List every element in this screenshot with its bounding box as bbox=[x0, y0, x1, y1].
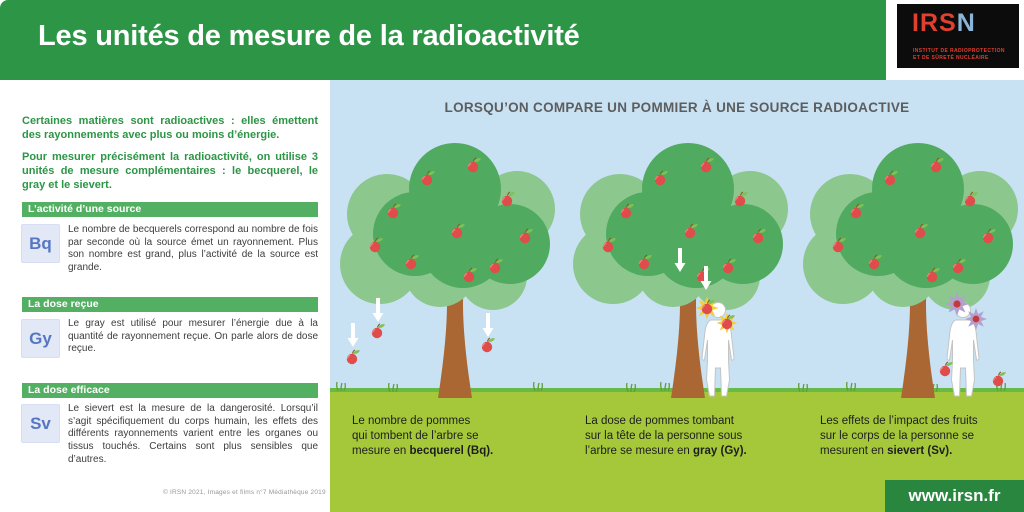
irsn-logo bbox=[897, 4, 1019, 68]
logo-irs-letters: IRS bbox=[912, 9, 957, 37]
unit-badge-sv: Sv bbox=[21, 404, 60, 443]
intro-paragraph-2: Pour mesurer précisément la radioactivité, on utilise 3 unités de mesure complémentaires : le becquerel, le gray et le sievert. bbox=[22, 151, 318, 191]
caption-line: Le nombre de pommes bbox=[352, 415, 471, 427]
section-header-activite: L’activité d’une source bbox=[22, 202, 318, 217]
intro-paragraph-1: Certaines matières sont radioactives : elles émettent des rayonnements avec plus ou moins d’énergie. bbox=[22, 115, 318, 141]
caption-line: La dose de pommes tombant bbox=[585, 415, 734, 427]
website-bar bbox=[885, 480, 1024, 512]
section-text-gy: Le gray est utilisé pour mesurer l’énergie due à la quantité de rayonnement reçue. On parle alors de dose reçue. bbox=[68, 318, 318, 355]
section-header-dose-efficace: La dose efficace bbox=[22, 383, 318, 398]
logo-subtitle-line2: ET DE SÛRETÉ NUCLÉAIRE bbox=[913, 55, 989, 61]
unit-badge-bq: Bq bbox=[21, 224, 60, 263]
caption-sievert bbox=[820, 414, 1024, 459]
sidebar bbox=[0, 80, 330, 512]
credits-text: © IRSN 2021, Images et films n°7 Médiathèque 2019 bbox=[163, 489, 326, 496]
caption-line: Les effets de l’impact des fruits bbox=[820, 415, 978, 427]
caption-line: mesurent en sievert (Sv). bbox=[820, 445, 953, 457]
section-text-bq: Le nombre de becquerels correspond au nombre de fois par seconde où la source émet un rayonnement. Plus son nombre est grand, plus l’activité de la source est grande. bbox=[68, 224, 318, 274]
caption-line: sur la tête de la personne sous bbox=[585, 430, 743, 442]
logo-subtitle-line1: INSTITUT DE RADIOPROTECTION bbox=[913, 48, 1005, 54]
section-text-sv: Le sievert est la mesure de la dangerosité. Lorsqu’il s’agit spécifiquement du corps humain, les effets des différents rayonnements varient entre les organes ou tissus touchés. Certains sont plus sensibles que d’autres. bbox=[68, 403, 318, 465]
unit-badge-gy: Gy bbox=[21, 319, 60, 358]
irsn-logo-wordmark bbox=[912, 11, 976, 36]
illustration-title: LORSQU’ON COMPARE UN POMMIER À UNE SOURCE RADIOACTIVE bbox=[444, 100, 910, 115]
caption-line: sur le corps de la personne se bbox=[820, 430, 975, 442]
caption-gray bbox=[585, 414, 800, 459]
caption-line: l’arbre se mesure en gray (Gy). bbox=[585, 445, 747, 457]
page-title: Les unités de mesure de la radioactivité bbox=[38, 20, 580, 52]
caption-becquerel bbox=[352, 414, 567, 459]
section-header-dose-recue: La dose reçue bbox=[22, 297, 318, 312]
logo-n-letter: N bbox=[956, 9, 976, 37]
illustration-panel bbox=[330, 80, 1024, 512]
header-bar bbox=[0, 0, 886, 80]
website-url: www.irsn.fr bbox=[908, 486, 1001, 505]
caption-line: qui tombent de l’arbre se bbox=[352, 430, 479, 442]
caption-line: mesure en becquerel (Bq). bbox=[352, 445, 494, 457]
